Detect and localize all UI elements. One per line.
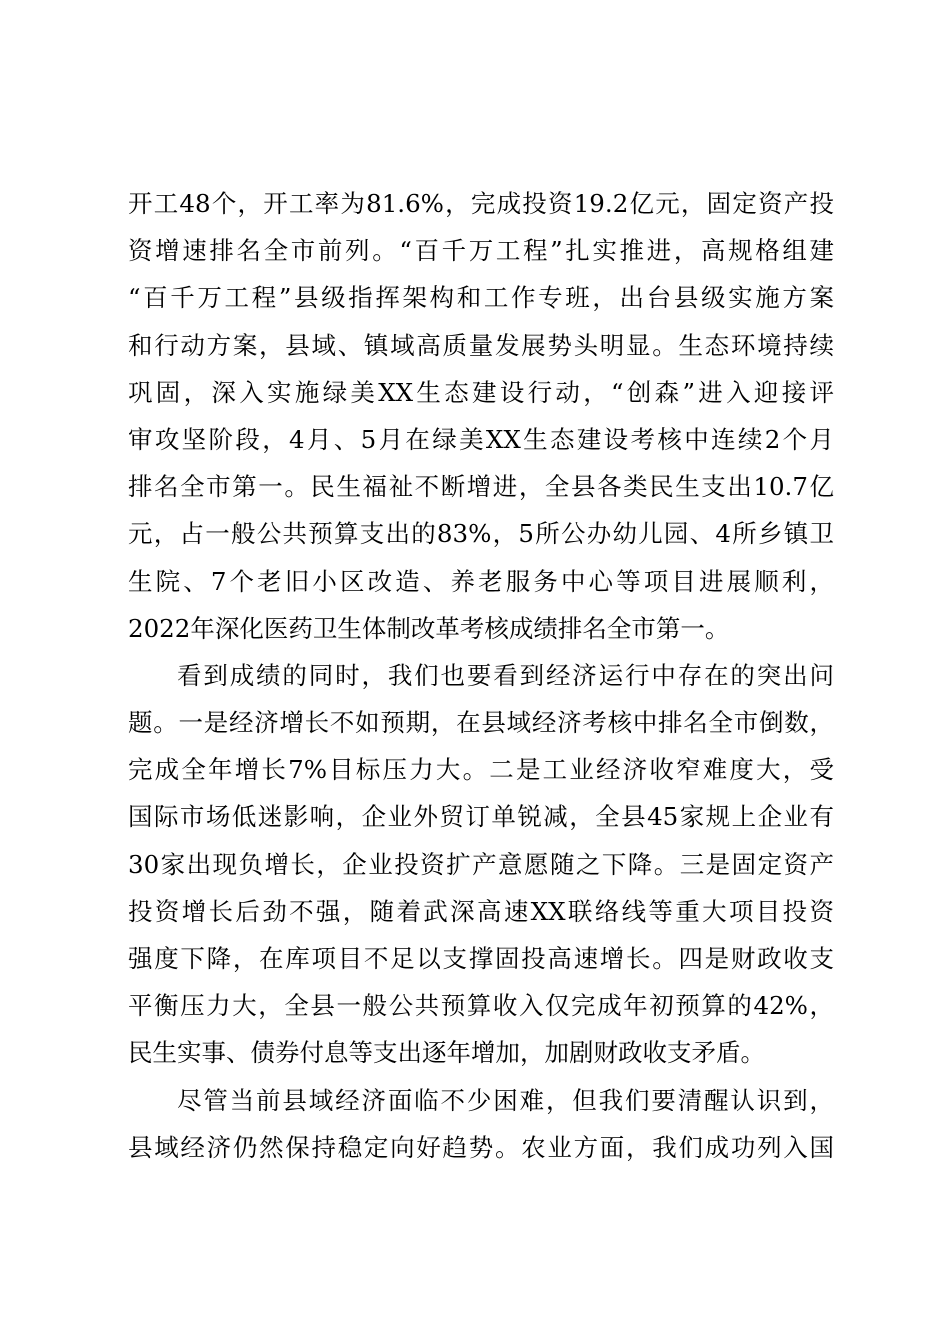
- text-line: 看到成绩的同时，我们也要看到经济运行中存在的突出问: [177, 660, 834, 690]
- text-line: 县域经济仍然保持稳定向好趋势。农业方面，我们成功列入国: [128, 1132, 834, 1162]
- text-line: 生院、7个老旧小区改造、养老服务中心等项目进展顺利，: [128, 566, 834, 596]
- paragraph-problems: [128, 652, 834, 1077]
- text-line: 和行动方案，县域、镇域高质量发展势头明显。生态环境持续: [128, 330, 834, 360]
- text-line: 题。一是经济增长不如预期，在县域经济考核中排名全市倒数，: [128, 708, 834, 738]
- document-body: [128, 180, 834, 1171]
- text-line: 审攻坚阶段，4月、5月在绿美XX生态建设考核中连续2个月: [128, 424, 834, 454]
- text-line: 30家出现负增长，企业投资扩产意愿随之下降。三是固定资产: [128, 849, 834, 879]
- paragraph-outlook: [128, 1077, 834, 1171]
- text-line: 资增速排名全市前列。“百千万工程”扎实推进，高规格组建: [128, 236, 834, 266]
- text-line: 民生实事、债券付息等支出逐年增加，加剧财政收支矛盾。: [128, 1038, 765, 1068]
- text-line: 巩固，深入实施绿美XX生态建设行动，“创森”进入迎接评: [128, 377, 834, 407]
- text-line: 2022年深化医药卫生体制改革考核成绩排名全市第一。: [128, 613, 730, 643]
- text-line: 元，占一般公共预算支出的83%，5所公办幼儿园、4所乡镇卫: [128, 519, 834, 549]
- text-line: 投资增长后劲不强，随着武深高速XX联络线等重大项目投资: [128, 896, 834, 926]
- text-line: 开工48个，开工率为81.6%，完成投资19.2亿元，固定资产投: [128, 189, 834, 218]
- text-line: 平衡压力大，全县一般公共预算收入仅完成年初预算的42%，: [128, 991, 834, 1021]
- text-line: “百千万工程”县级指挥架构和工作专班，出台县级实施方案: [128, 283, 834, 313]
- text-line: 强度下降，在库项目不足以支撑固投高速增长。四是财政收支: [128, 944, 834, 973]
- text-line: 完成全年增长7%目标压力大。二是工业经济收窄难度大，受: [128, 755, 834, 785]
- paragraph-achievements: [128, 180, 834, 652]
- text-line: 国际市场低迷影响，企业外贸订单锐减，全县45家规上企业有: [128, 802, 834, 832]
- text-line: 尽管当前县域经济面临不少困难，但我们要清醒认识到，: [177, 1085, 834, 1115]
- text-line: 排名全市第一。民生福祉不断增进，全县各类民生支出10.7亿: [128, 472, 834, 502]
